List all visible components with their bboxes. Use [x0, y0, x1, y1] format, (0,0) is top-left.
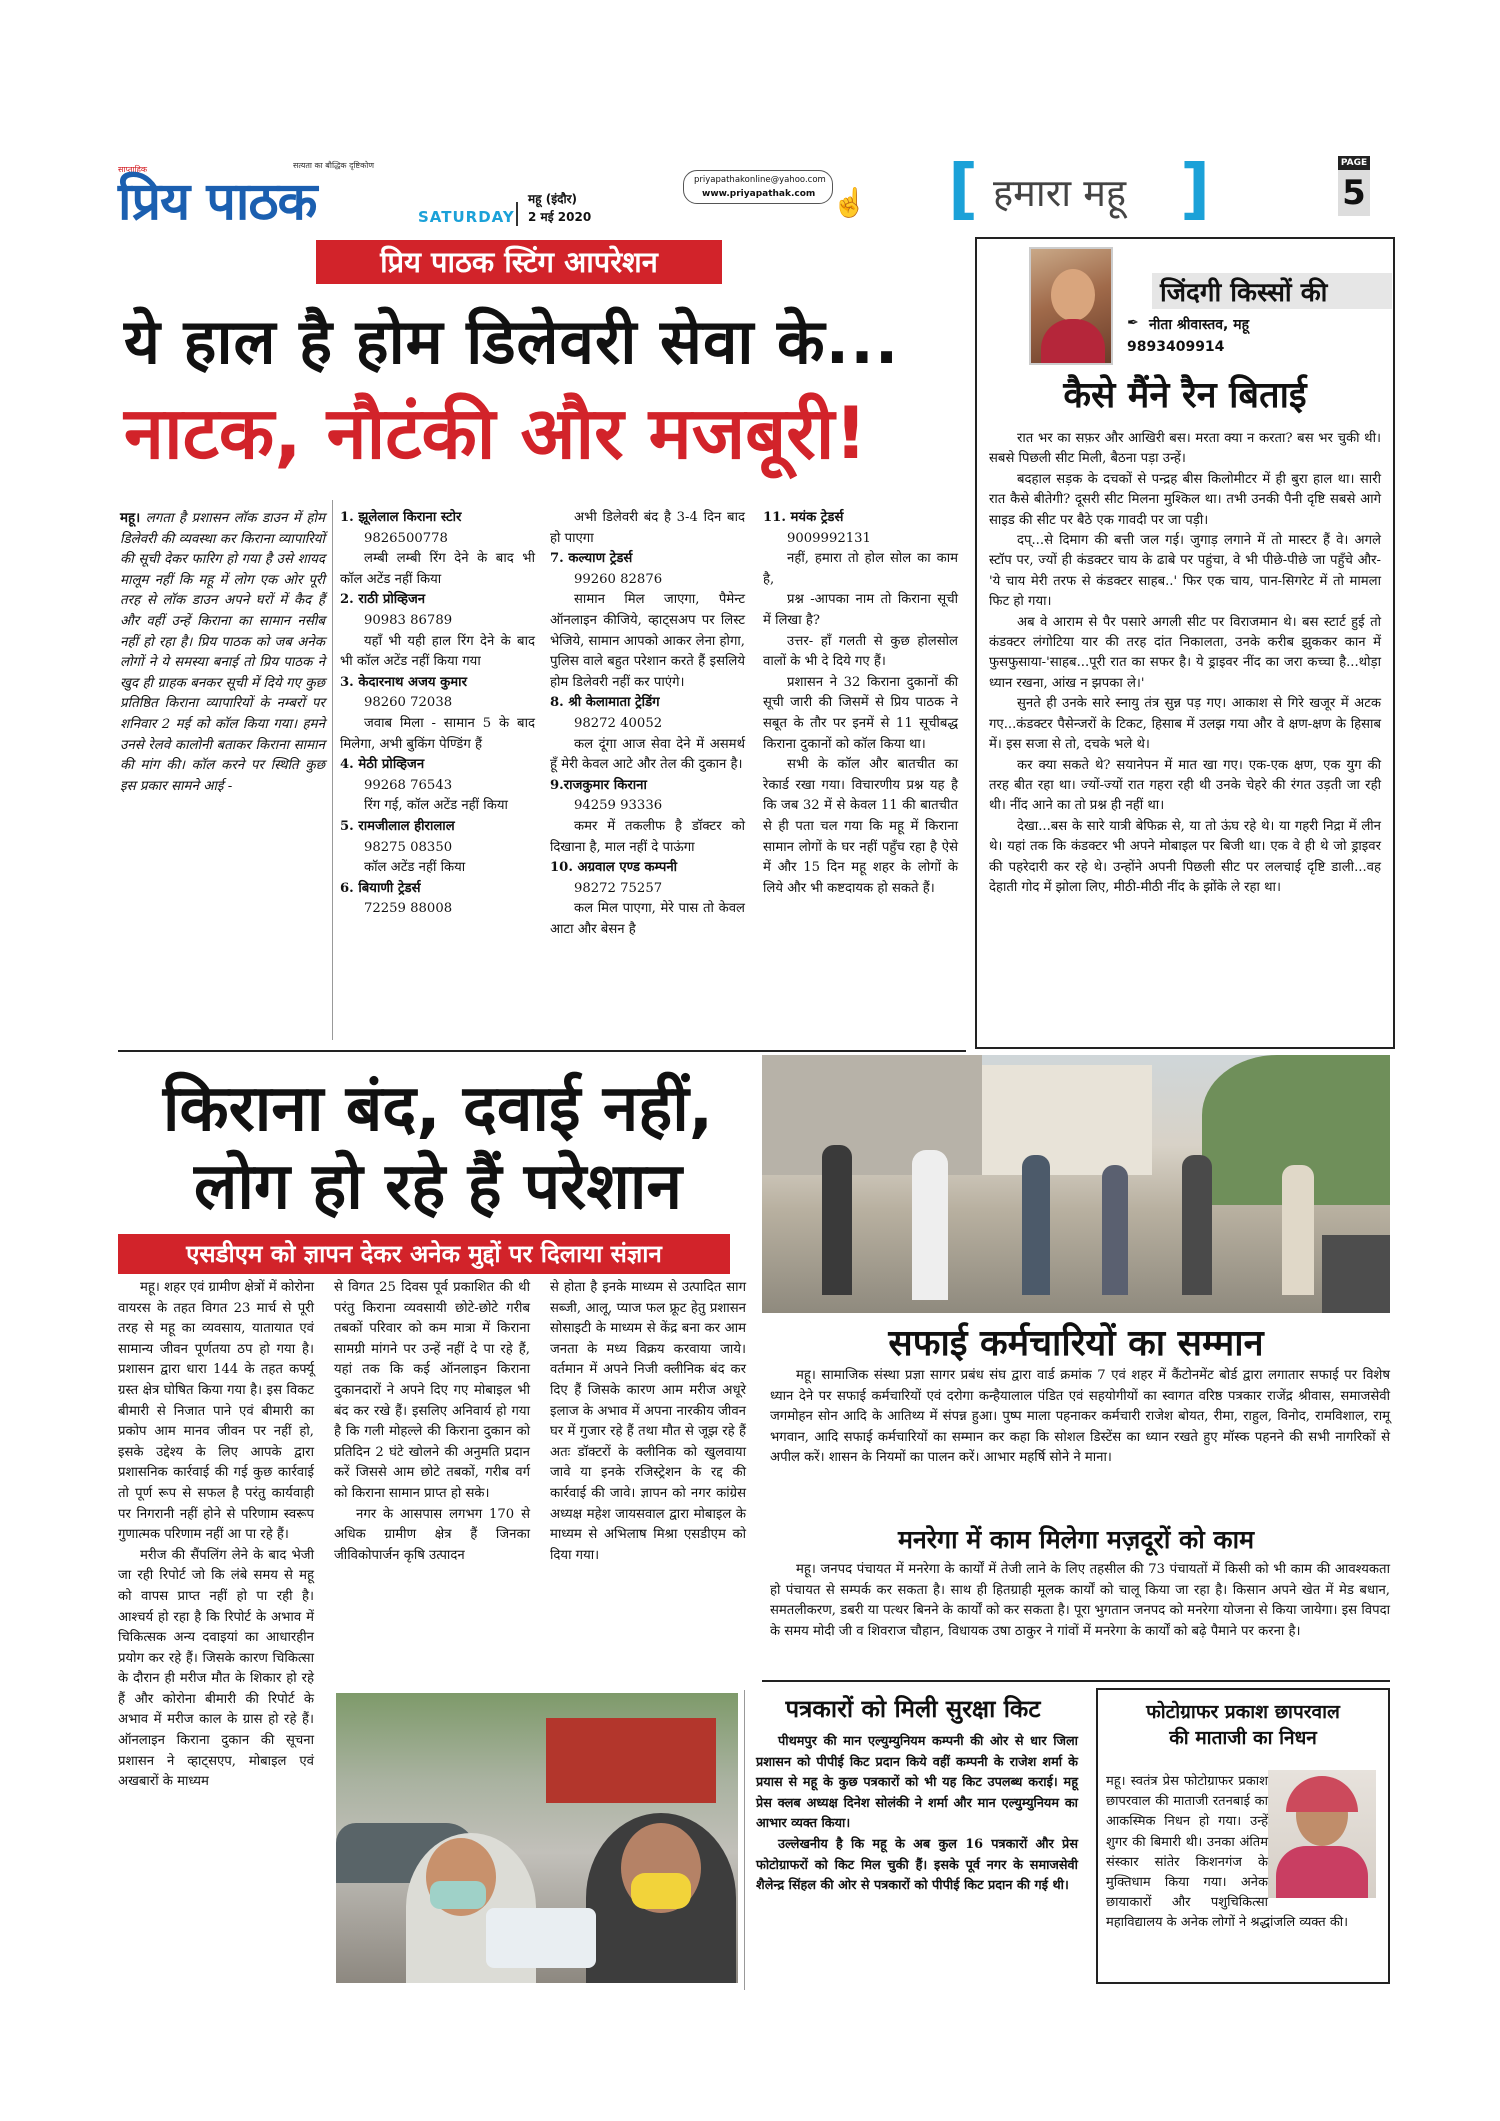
shop-name: 7. कल्याण ट्रेडर्स: [550, 551, 633, 567]
divider: [516, 202, 518, 226]
kirana-col-3: [550, 1278, 746, 1566]
intro-place: महू।: [120, 510, 141, 526]
story-paragraph: सुनते ही उनके सारे स्नायु तंत्र सुन्न पड़ गए। आकाश से गिरे खजूर में अटक गए...कंडक्टर पैसेन्जरों के टिकट, हिसाब में उलझ गया और वे क्षण-क्षण के हिसाब में। इस सजा से तो, दचके भले थे।: [989, 696, 1381, 753]
kirana-paragraph: मरीज की सैंपलिंग लेने के बाद भेजी जा रही रिपोर्ट जो कि लंबे समय से महू को वापस प्राप्त नहीं हो पा रही है। आश्चर्य हो रहा है कि रिपोर्ट के अभाव में चिकित्सक अन्य दवाइयां का आधारहीन प्रयोग कर रहे हैं। जिसके कारण चिकित्सा के दौरान ही मरीज मौत के शिकार हो रहे हैं और कोरोना बीमारी की रिपोर्ट के अभाव में मरीज काल के ग्रास हो रहे हैं। ऑनलाइन किराना दुकान की सूचना प्रशासन ने व्हाट्सएप, मोबाइल एवं अखबारों के माध्यम: [118, 1547, 314, 1790]
shop-phone: 94259 93336: [574, 798, 663, 814]
kirana-paragraph: से होता है इनके माध्यम से उत्पादित साग सब्जी, आलू, प्याज फल फ्रूट हेतु प्रशासन सोसाइटी के माध्यम से केंद्र बना कर आम जनता के मध्य विक्रय करवाया जाये। वर्तमान में अपने निजी क्लीनिक बंद कर दिए हैं जिसके कारण आम मरीज अधूरे इलाज के अभाव में अपना नारकीय जीवन घर में गुजार रहे हैं तथा मौत से जूझ रहे हैं अतः डॉक्टरों के क्लीनिक को खुलवाया जावे या इनके रजिस्ट्रेशन के रद्द की कार्रवाई की जावे। ज्ञापन को नगर कांग्रेस अध्यक्ष महेश जायसवाल द्वारा मोबाइल के माध्यम से अभिलाष मिश्रा एसडीएम को दिया गया।: [550, 1280, 746, 1563]
kirana-paragraph: से विगत 25 दिवस पूर्व प्रकाशित की थी परंतु किराना व्यवसायी छोटे-छोटे गरीब तबकों परिवार को कम मात्रा में किराना सामग्री मांगने पर उन्हें नहीं दे पा रहे हैं, यहां तक कि कई ऑनलाइन किराना दुकानदारों ने अपने दिए गए मोबाइल भी बंद कर रखे हैं। इसलिए अनिवार्य हो गया है कि गली मोहल्ले की किराना दुकान को प्रतिदिन 2 घंटे खोलने की अनुमति प्रदान करें जिससे आम छोटे तबकों, गरीब वर्ग को किराना सामान प्राप्त हो सके।: [334, 1280, 530, 1501]
safai-photo: [762, 1055, 1390, 1313]
zindagi-heading: जिंदगी किस्सों की: [1152, 273, 1392, 309]
zindagi-box: [975, 237, 1395, 1049]
story-paragraph: बदहाल सड़क के दचकों से पन्द्रह बीस किलोमीटर में ही बुरा हाल था। सारी रात कैसे बीतेगी? दूसरी सीट मिलना मुश्किल था। तभी उनकी पैनी दृष्टि सबसे आगे साइड की सीट पर बैठे एक गावदी पर जा पड़ी।: [989, 471, 1381, 528]
section-divider: [118, 1050, 966, 1052]
kirana-subhead: एसडीएम को ज्ञापन देकर अनेक मुद्दों पर दिलाया संज्ञान: [118, 1234, 730, 1274]
shop-phone: 90983 86789: [364, 612, 453, 628]
sting-banner: प्रिय पाठक स्टिंग आपरेशन: [316, 240, 722, 284]
contact-box: [683, 170, 833, 204]
shop-phone: 72259 88008: [364, 901, 453, 917]
shop-phone: 98272 75257: [574, 880, 663, 896]
patrakar-headline: पत्रकारों को मिली सुरक्षा किट: [785, 1695, 1041, 1723]
sting-col-1: [340, 508, 535, 920]
sting-headline-1: ये हाल है होम डिलेवरी सेवा के...: [124, 305, 900, 378]
kirana-paragraph: महू। शहर एवं ग्रामीण क्षेत्रों में कोरोना वायरस के तहत विगत 23 मार्च से पूरी तरह से महू का व्यवसाय, यातायात एवं सामान्य जीवन पूर्णतया ठप हो गया है। प्रशासन द्वारा धारा 144 के तहत कर्फ्यू ग्रस्त क्षेत्र घोषित किया गया है। इस विकट बीमारी से निजात पाने एवं बीमारी का प्रकोप आम मानव जीवन पर नहीं हो, इसके उद्देश्य के लिए आपके द्वारा प्रशासनिक कार्रवाई की गई कुछ कार्रवाई तो पूर्ण रूप से सफल है परंतु कार्यवाही पर निगरानी नहीं होने से परिणाम स्वरूप गुणात्मक परिणाम नहीं आ पा रहे हैं।: [118, 1280, 314, 1543]
column-rule: [332, 500, 333, 1040]
logo-text: प्रिय पाठक: [118, 172, 317, 232]
shop-name: 6. बियाणी ट्रेडर्स: [340, 880, 421, 896]
page-label: PAGE: [1338, 156, 1370, 170]
kirana-paragraph: नगर के आसपास लगभग 170 से अधिक ग्रामीण क्षेत्र हैं जिनका जीविकोपार्जन कृषि उत्पादन: [334, 1506, 530, 1563]
question: प्रश्न -आपका नाम तो किराना सूची में लिखा है?: [763, 592, 958, 628]
shop-name: 4. मेठी प्रोव्हिजन: [340, 757, 425, 773]
kirana-col-2: [334, 1278, 530, 1566]
pen-icon: ✒: [1127, 315, 1139, 331]
shop-phone: 9826500778: [364, 530, 448, 546]
masthead: [118, 150, 1388, 232]
bracket-left-icon: [: [948, 150, 979, 227]
nidhan-text: महू। स्वतंत्र प्रेस फोटोग्राफर प्रकाश छापरवाल की माताजी रतनबाई का आकस्मिक निधन हो गया। उन्हें शुगर की बिमारी थी। उनका अंतिम संस्कार सांतेर किशनगंज के मुक्तिधाम किया गया। अनेक छायाकारों और पशुचिकित्सा महाविद्यालय के अनेक लोगों ने श्रद्धांजलि व्यक्त की।: [1106, 1774, 1349, 1931]
shop-response: नहीं, हमारा तो होल सोल का काम है,: [763, 551, 958, 587]
kirana-headline-2: लोग हो रहे हैं परेशान: [194, 1150, 682, 1224]
shop-phone: 98260 72038: [364, 695, 453, 711]
shop-response: कल मिल पाएगा, मेरे पास तो केवल आटा और बेसन है: [550, 901, 745, 937]
author-name: नीता श्रीवास्तव, महू: [1149, 317, 1250, 333]
shop-response: रिंग गई, कॉल अटेंड नहीं किया: [364, 798, 508, 814]
sting-intro: [120, 508, 325, 797]
shop-response: कॉल अटेंड नहीं किया: [364, 860, 466, 876]
shop-phone: 98272 40052: [574, 715, 663, 731]
manrega-body: महू। जनपद पंचायत में मनरेगा के कार्यों में तेजी लाने के लिए तहसील की 73 पंचायतों में किसी को भी काम की आवश्यकता हो पंचायत से सम्पर्क कर सकता है। साथ ही हितग्राही मूलक कार्यों को चालू किया जा रहा है। किसान अपने खेत में मेड बधान, समतलीकरण, डबरी या पत्थर बिनने के कार्यों को कर सकता है। पूरा भुगतान जनपद को मनरेगा योजना से किया जायेगा। इस विपदा के समय मोदी जी व शिवराज चौहान, विधायक उषा ठाकुर ने गांवों में मनरेगा के कार्यों को बढ़े पैमाने पर करना है।: [770, 1562, 1390, 1639]
safai-headline: सफाई कर्मचारियों का सम्मान: [888, 1323, 1264, 1364]
shop-phone: 99268 76543: [364, 777, 453, 793]
shop-phone: 99260 82876: [574, 571, 663, 587]
shop-response: सामान मिल जाएगा, पैमेन्ट ऑनलाइन कीजिये, व्हाट्सअप पर लिस्ट भेजिये, सामान आपको आकर लेना होगा, पुलिस वाले बहुत परेशान करते हैं इसलिये होम डिलेवरी नहीं कर पाएंगे।: [550, 592, 745, 690]
paragraph: प्रशासन ने 32 किराना दुकानों की सूची जारी की जिसमें से प्रिय पाठक ने सबूत के तौर पर इनमें से 11 सूचीबद्ध किराना दुकानों को कॉल किया था।: [763, 674, 958, 752]
shop-response: कमर में तकलीफ है डॉक्टर को दिखाना है, माल नहीं दे पाऊंगा: [550, 818, 745, 855]
date-label: 2 मई 2020: [528, 210, 592, 224]
kirana-headline-1: किराना बंद, दवाई नहीं,: [162, 1072, 714, 1146]
website-link[interactable]: www.priyapathak.com: [702, 189, 816, 199]
shop-response: अभी डिलेवरी बंद है 3-4 दिन बाद हो पाएगा: [550, 510, 745, 546]
patrakar-paragraph: उल्लेखनीय है कि महू के अब कुल 16 पत्रकारों और प्रेस फोटोग्राफरों को किट मिल चुकी हैं। इसके पूर्व नगर के समाजसेवी शैलेन्द्र सिंहल की ओर से पत्रकारों को पीपीई किट प्रदान की गई थी।: [756, 1836, 1078, 1894]
story-paragraph: अब वे आराम से पैर पसारे अगली सीट पर विराजमान थे। बस स्टार्ट हुई तो कंडक्टर लंगोटिया यार की तरह दांत निकालता, उनके करीब झुककर कान में फुसफुसाया-'साहब...पूरी रात का सफर है। ये ड्राइवर नींद का जरा कच्चा है...थोड़ा ध्यान रखना, आंख न झपका ले।': [989, 614, 1381, 691]
story-paragraph: देखा...बस के सारे यात्री बेफिक्र से, या तो ऊंघ रहे थे। या गहरी निद्रा में लीन थे। यहां तक कि कंडक्टर भी अपने मोबाइल पर बिजी था। एक वे ही थे जो ड्राइवर की पहरेदारी कर रहे थे। उन्होंने अपनी पिछली सीट पर ललचाई दृष्टि डाली...वह देहाती गोद में झोला लिए, मीठी-मीठी नींद के झोंके ले रहा था।: [989, 818, 1381, 895]
story-paragraph: रात भर का सफ़र और आखिरी बस। मरता क्या न करता? बस भर चुकी थी। सबसे पिछली सीट मिली, बैठना पड़ा उन्हें।: [989, 431, 1381, 467]
intro-text: लगता है प्रशासन लॉक डाउन में होम डिलेवरी की व्यवस्था कर किराना व्यापारियों की सूची देकर फारिग हो गया है उसे शायद मालूम नहीं कि महू में लोग एक ओर पूरी तरह से लॉक डाउन अपने घरों में कैद हैं और वहीं उन्हें किराना का सामान नसीब नहीं हो रहा है। प्रिय पाठक को जब अनेक लोगों ने ये समस्या बनाई तो प्रिय पाठक ने खुद ही ग्राहक बनकर सूची में दिये गए कुछ प्रतिष्ठित किराना व्यापारियों के नम्बरों पर शनिवार 2 मई को कॉल किया गया। हमने उनसे रेलवे कालोनी बताकर किराना सामान की मांग की। कॉल करने पर स्थिति कुछ इस प्रकार सामने आई -: [120, 511, 325, 794]
shop-response: लम्बी लम्बी रिंग देने के बाद भी कॉल अटेंड नहीं किया: [340, 551, 535, 587]
sting-headline-2: नाटक, नौटंकी और मजबूरी!: [124, 391, 868, 475]
page-box: [1338, 156, 1370, 220]
photo-spacer: [1268, 1772, 1384, 1904]
story-paragraph: दप्...से दिमाग की बत्ती जल गई। जुगाड़ लगाने में तो मास्टर हैं वे। अगले स्टॉप पर, ज्यों ही कंडक्टर चाय के ढाबे पर पहुंचा, वे भी पीछे-पीछे जा पहुँचे और-'ये चाय मेरी तरफ से कंडक्टर साहब..' फिर एक चाय, पान-सिगरेट में तो मामला फिट हो गया।: [989, 533, 1381, 610]
section-divider: [762, 1680, 1390, 1682]
sting-col-2: [550, 508, 745, 940]
safai-body: महू। सामाजिक संस्था प्रज्ञा सागर प्रबंध संघ द्वारा वार्ड क्रमांक 7 एवं शहर में कैंटोनमेंट बोर्ड द्वारा लगातार सफाई पर विशेष ध्यान देने पर सफाई कर्मचारियों एवं दरोगा कन्हैयालाल पंडित एवं सहयोगीयों का स्वागत वरिष्ठ पत्रकार राजेंद्र श्रीवास, समाजसेवी जगमोहन सोन आदि के आतिथ्य में संपन्न हुआ। पुष्प माला पहनाकर कर्मचारी राजेश बोयत, रीमा, राहुल, विनोद, रामविशाल, रामू भगवान, आदि सफाई कर्मचारियों का सम्मान कर कहा कि सोशल डिस्टेंस का ध्यान रखते हुए मॉस्क पहनने की सभी नागरिकों से अपील करें। शासन के नियमों का पालन करें। आभार महर्षि सोने ने माना।: [770, 1368, 1390, 1466]
column-rule: [744, 1690, 745, 1990]
shop-name: 2. राठी प्रोव्हिजन: [340, 592, 426, 608]
shop-name: 11. मयंक ट्रेडर्स: [763, 510, 844, 525]
nidhan-headline-2: की माताजी का निधन: [1169, 1727, 1317, 1749]
nidhan-headline-1: फोटोग्राफर प्रकाश छापरवाल: [1146, 1701, 1340, 1723]
author-phone: 9893409914: [1127, 339, 1225, 355]
nidhan-box: [1096, 1688, 1390, 1984]
hand-pointer-icon: ☝: [832, 186, 867, 219]
section-title: हमारा महू: [993, 171, 1127, 215]
shop-phone: 98275 08350: [364, 839, 453, 855]
shop-name: 8. श्री केलामाता ट्रेडिंग: [550, 695, 660, 711]
shop-name: 10. अग्रवाल एण्ड कम्पनी: [550, 860, 678, 876]
shop-name: 5. रामजीलाल हीरालाल: [340, 818, 455, 834]
kirana-col-1: [118, 1278, 314, 1793]
shop-phone: 9009992131: [787, 530, 871, 546]
email-link[interactable]: priyapathakonline@yahoo.com: [694, 175, 826, 185]
answer: उत्तर- हाँ गलती से कुछ होलसोल वालों के भी दे दिये गए हैं।: [763, 633, 958, 670]
patrakar-paragraph: पीथमपुर की मान एल्युम्युनियम कम्पनी की ओर से धार जिला प्रशासन को पीपीई किट प्रदान किये वहीं कम्पनी के राजेश शर्मा के प्रयास से महू के कुछ पत्रकारों को भी यह किट उपलब्ध कराई। महू प्रेस क्लब अध्यक्ष दिनेश सोलंकी ने शर्मा और मान एल्युम्युनियम का आभार व्यक्त किया।: [756, 1734, 1078, 1832]
story-body: [989, 429, 1381, 898]
logo-tagline: सत्यता का बौद्धिक दृष्टिकोण: [293, 161, 375, 170]
shop-response: कल दूंगा आज सेवा देने में असमर्थ हूँ मेरी केवल आटे और तेल की दुकान है।: [550, 736, 745, 773]
shop-name: 9.राजकुमार किराना: [550, 777, 647, 793]
paragraph: सभी के कॉल और बातचीत का रेकार्ड रखा गया। विचारणीय प्रश्न यह है कि जब 32 में से केवल 11 की बातचीत से ही पता चल गया कि महू में किराना सामान लोगों के घर नहीं पहुँच रहा है ऐसे में और 15 दिन महू शहर के लोगों के लिये और भी कष्टदायक हो सकते हैं।: [763, 757, 958, 896]
sting-col-3: [763, 508, 958, 899]
shop-response: जवाब मिला - सामान 5 के बाद मिलेगा, अभी बुकिंग पेण्डिंग हैं: [340, 715, 535, 752]
story-title: कैसे मैंने रैन बिताई: [1063, 375, 1307, 416]
patrakar-body: [756, 1732, 1078, 1897]
shop-response: यहाँ भी यही हाल रिंग देने के बाद भी कॉल अटेंड नहीं किया गया: [340, 633, 535, 670]
page-number: 5: [1338, 170, 1370, 216]
shop-name: 1. झूलेलाल किराना स्टोर: [340, 510, 462, 525]
logo-small: साप्ताहिक: [118, 165, 148, 174]
bracket-right-icon: ]: [1180, 150, 1211, 227]
manrega-headline: मनरेगा में काम मिलेगा मज़दूरों को काम: [897, 1525, 1255, 1554]
day-label: SATURDAY: [418, 208, 515, 226]
logo: [118, 158, 375, 232]
nidhan-body: [1106, 1772, 1384, 1934]
story-paragraph: कर क्या सकते थे? सयानेपन में मात खा गए। एक-एक क्षण, एक युग की तरह बीत रहा था। ज्यों-ज्यों रात गहरा रही थी उनके चेहरे की रंगत उड़ती जा रही थी। नींद आने का तो प्रश्न ही नहीं था।: [989, 757, 1381, 814]
patrakar-photo: [336, 1693, 738, 1983]
author-photo: [1029, 247, 1113, 365]
city-label: महू (इंदौर): [528, 192, 577, 206]
shop-name: 3. केदारनाथ अजय कुमार: [340, 674, 467, 690]
